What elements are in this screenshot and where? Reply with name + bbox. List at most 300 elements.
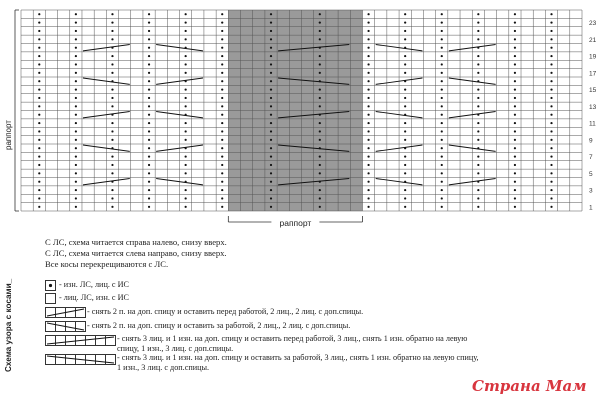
purl-dot	[148, 172, 150, 174]
purl-dot	[38, 172, 40, 174]
purl-dot	[221, 97, 223, 99]
purl-dot	[38, 55, 40, 57]
purl-dot	[550, 105, 552, 107]
purl-dot	[38, 13, 40, 15]
purl-dot	[477, 97, 479, 99]
purl-dot	[514, 114, 516, 116]
purl-dot	[148, 72, 150, 74]
purl-dot	[404, 30, 406, 32]
purl-dot	[221, 181, 223, 183]
purl-dot	[75, 155, 77, 157]
purl-dot	[221, 147, 223, 149]
purl-dot	[38, 97, 40, 99]
purl-dot	[75, 164, 77, 166]
purl-dot	[319, 88, 321, 90]
purl-dot	[148, 47, 150, 49]
purl-dot	[514, 181, 516, 183]
purl-dot	[38, 147, 40, 149]
purl-dot	[514, 139, 516, 141]
purl-dot	[367, 72, 369, 74]
purl-dot	[185, 130, 187, 132]
purl-dot	[148, 105, 150, 107]
purl-dot	[404, 38, 406, 40]
purl-dot	[441, 88, 443, 90]
purl-dot	[185, 55, 187, 57]
purl-dot	[319, 155, 321, 157]
purl-dot	[148, 181, 150, 183]
purl-dot	[477, 13, 479, 15]
purl-dot	[148, 21, 150, 23]
legend-text-cable-313-left-cont: спицу, 1 изн., 3 лиц. с доп.спицы.	[117, 344, 234, 353]
purl-dot	[441, 105, 443, 107]
purl-dot	[367, 47, 369, 49]
purl-dot	[514, 189, 516, 191]
purl-dot	[111, 172, 113, 174]
purl-dot	[441, 72, 443, 74]
empty-cell-icon	[45, 293, 57, 305]
purl-dot	[441, 197, 443, 199]
purl-dot	[441, 139, 443, 141]
pattern-title: Схема узора с косами_	[4, 278, 13, 372]
purl-dot	[477, 164, 479, 166]
purl-dot	[111, 164, 113, 166]
purl-dot	[185, 97, 187, 99]
purl-dot	[270, 155, 272, 157]
purl-dot	[270, 13, 272, 15]
purl-dot	[477, 130, 479, 132]
legend-text-cable-left: - снять 2 п. на доп. спицу и оставить перед работой, 2 лиц., 2 лиц. с доп.спицы.	[87, 307, 364, 316]
purl-dot	[75, 189, 77, 191]
purl-dot	[367, 30, 369, 32]
purl-dot	[75, 30, 77, 32]
purl-dot	[404, 130, 406, 132]
purl-dot	[270, 130, 272, 132]
purl-dot	[270, 97, 272, 99]
purl-dot	[367, 80, 369, 82]
purl-dot	[404, 197, 406, 199]
purl-dot	[185, 164, 187, 166]
purl-dot	[111, 21, 113, 23]
purl-dot	[514, 155, 516, 157]
cable-3-1-3-right-icon	[45, 354, 117, 366]
purl-dot	[270, 114, 272, 116]
purl-dot	[367, 164, 369, 166]
purl-dot	[550, 38, 552, 40]
purl-dot	[514, 30, 516, 32]
purl-dot	[441, 63, 443, 65]
purl-dot	[319, 13, 321, 15]
purl-dot	[270, 72, 272, 74]
purl-dot	[441, 13, 443, 15]
purl-dot	[38, 105, 40, 107]
purl-dot	[477, 122, 479, 124]
purl-dot	[38, 63, 40, 65]
purl-dot	[270, 197, 272, 199]
purl-dot	[404, 88, 406, 90]
purl-dot	[319, 122, 321, 124]
purl-dot	[514, 197, 516, 199]
purl-dot	[221, 114, 223, 116]
purl-dot	[38, 155, 40, 157]
purl-dot	[319, 72, 321, 74]
purl-dot	[367, 105, 369, 107]
purl-dot	[221, 80, 223, 82]
purl-dot	[185, 155, 187, 157]
legend-text-cable-313-left: - снять 3 лиц. и 1 изн. на доп. спицу и оставить перед работой, 3 лиц., снять 1 изн. обратно на левую	[117, 334, 468, 343]
cable-2-2-left-icon	[45, 307, 87, 319]
purl-dot	[75, 97, 77, 99]
purl-dot	[111, 105, 113, 107]
purl-dot	[404, 206, 406, 208]
dot-icon	[45, 280, 57, 292]
purl-dot	[75, 197, 77, 199]
purl-dot	[550, 13, 552, 15]
site-watermark: Страна Мам	[472, 377, 587, 395]
purl-dot	[185, 172, 187, 174]
purl-dot	[221, 189, 223, 191]
purl-dot	[550, 189, 552, 191]
purl-dot	[477, 155, 479, 157]
purl-dot	[148, 197, 150, 199]
purl-dot	[404, 189, 406, 191]
purl-dot	[477, 197, 479, 199]
note-line-1: С ЛС, схема читается справа налево, снизу вверх.	[45, 237, 227, 247]
purl-dot	[550, 55, 552, 57]
row-number: 15	[589, 87, 597, 95]
purl-dot	[148, 13, 150, 15]
purl-dot	[319, 189, 321, 191]
side-repeat-label: раппорт	[4, 120, 13, 150]
purl-dot	[514, 55, 516, 57]
purl-dot	[514, 80, 516, 82]
purl-dot	[514, 206, 516, 208]
purl-dot	[75, 13, 77, 15]
purl-dot	[319, 30, 321, 32]
purl-dot	[477, 63, 479, 65]
purl-dot	[221, 105, 223, 107]
purl-dot	[550, 130, 552, 132]
purl-dot	[75, 130, 77, 132]
purl-dot	[185, 88, 187, 90]
purl-dot	[514, 72, 516, 74]
purl-dot	[221, 197, 223, 199]
purl-dot	[270, 147, 272, 149]
legend-text-cable-313-right-cont: 1 изн., 3 лиц. с доп.спицы.	[117, 363, 210, 372]
purl-dot	[514, 164, 516, 166]
purl-dot	[111, 189, 113, 191]
purl-dot	[441, 38, 443, 40]
purl-dot	[111, 38, 113, 40]
purl-dot	[221, 47, 223, 49]
legend-text-cable-313-right: - снять 3 лиц. и 1 изн. на доп. спицу и оставить за работой, 3 лиц., снять 1 изн. обратно на левую спицу,	[117, 353, 479, 362]
purl-dot	[514, 21, 516, 23]
purl-dot	[38, 189, 40, 191]
purl-dot	[477, 88, 479, 90]
purl-dot	[111, 130, 113, 132]
purl-dot	[185, 72, 187, 74]
purl-dot	[38, 164, 40, 166]
purl-dot	[270, 122, 272, 124]
purl-dot	[221, 164, 223, 166]
purl-dot	[111, 88, 113, 90]
purl-dot	[404, 122, 406, 124]
purl-dot	[441, 155, 443, 157]
purl-dot	[75, 172, 77, 174]
purl-dot	[148, 63, 150, 65]
purl-dot	[319, 206, 321, 208]
purl-dot	[441, 55, 443, 57]
purl-dot	[514, 130, 516, 132]
purl-dot	[477, 72, 479, 74]
purl-dot	[185, 189, 187, 191]
purl-dot	[75, 72, 77, 74]
purl-dot	[148, 155, 150, 157]
row-number: 9	[589, 137, 593, 145]
purl-dot	[404, 139, 406, 141]
purl-dot	[367, 21, 369, 23]
purl-dot	[477, 21, 479, 23]
purl-dot	[75, 114, 77, 116]
purl-dot	[367, 147, 369, 149]
purl-dot	[319, 63, 321, 65]
purl-dot	[38, 181, 40, 183]
purl-dot	[319, 172, 321, 174]
purl-dot	[111, 55, 113, 57]
row-number: 7	[589, 154, 593, 162]
purl-dot	[514, 172, 516, 174]
purl-dot	[148, 30, 150, 32]
purl-dot	[221, 55, 223, 57]
purl-dot	[441, 122, 443, 124]
purl-dot	[319, 38, 321, 40]
purl-dot	[221, 30, 223, 32]
purl-dot	[477, 206, 479, 208]
row-number: 5	[589, 170, 593, 178]
purl-dot	[550, 155, 552, 157]
purl-dot	[148, 130, 150, 132]
purl-dot	[148, 147, 150, 149]
purl-dot	[404, 155, 406, 157]
purl-dot	[477, 55, 479, 57]
purl-dot	[404, 72, 406, 74]
purl-dot	[148, 38, 150, 40]
purl-dot	[477, 139, 479, 141]
purl-dot	[367, 181, 369, 183]
purl-dot	[367, 172, 369, 174]
row-number: 19	[589, 53, 597, 61]
purl-dot	[550, 206, 552, 208]
purl-dot	[319, 197, 321, 199]
purl-dot	[270, 172, 272, 174]
purl-dot	[514, 63, 516, 65]
purl-dot	[111, 122, 113, 124]
cable-2-2-right-icon	[45, 321, 87, 333]
purl-dot	[38, 30, 40, 32]
purl-dot	[185, 197, 187, 199]
bottom-repeat-label: раппорт	[279, 218, 312, 228]
purl-dot	[270, 55, 272, 57]
purl-dot	[404, 13, 406, 15]
purl-dot	[221, 206, 223, 208]
purl-dot	[148, 97, 150, 99]
purl-dot	[270, 47, 272, 49]
purl-dot	[221, 21, 223, 23]
purl-dot	[148, 139, 150, 141]
purl-dot	[367, 38, 369, 40]
purl-dot	[404, 164, 406, 166]
purl-dot	[270, 63, 272, 65]
purl-dot	[514, 122, 516, 124]
row-number: 21	[589, 36, 597, 44]
purl-dot	[38, 139, 40, 141]
purl-dot	[75, 47, 77, 49]
purl-dot	[38, 88, 40, 90]
purl-dot	[221, 88, 223, 90]
purl-dot	[367, 13, 369, 15]
purl-dot	[185, 21, 187, 23]
purl-dot	[111, 13, 113, 15]
purl-dot	[185, 13, 187, 15]
purl-dot	[221, 122, 223, 124]
purl-dot	[75, 147, 77, 149]
purl-dot	[221, 172, 223, 174]
purl-dot	[38, 21, 40, 23]
purl-dot	[550, 72, 552, 74]
purl-dot	[38, 38, 40, 40]
purl-dot	[441, 114, 443, 116]
purl-dot	[111, 206, 113, 208]
purl-dot	[477, 189, 479, 191]
purl-dot	[514, 38, 516, 40]
note-line-3: Все косы перекрещиваются с ЛС.	[45, 259, 169, 269]
purl-dot	[319, 105, 321, 107]
purl-dot	[148, 206, 150, 208]
purl-dot	[270, 164, 272, 166]
purl-dot	[185, 63, 187, 65]
cable-3-1-3-left-icon	[45, 335, 117, 347]
purl-dot	[270, 38, 272, 40]
purl-dot	[221, 63, 223, 65]
purl-dot	[367, 97, 369, 99]
purl-dot	[367, 88, 369, 90]
purl-dot	[111, 63, 113, 65]
purl-dot	[148, 80, 150, 82]
purl-dot	[185, 38, 187, 40]
purl-dot	[75, 55, 77, 57]
row-number: 13	[589, 103, 597, 111]
purl-dot	[514, 147, 516, 149]
row-number: 3	[589, 187, 593, 195]
purl-dot	[75, 63, 77, 65]
legend-text-knit: - лиц. ЛС, изн. с ИС	[59, 293, 129, 302]
purl-dot	[270, 105, 272, 107]
purl-dot	[367, 197, 369, 199]
row-number: 11	[589, 120, 596, 128]
purl-dot	[38, 80, 40, 82]
purl-dot	[514, 13, 516, 15]
purl-dot	[404, 172, 406, 174]
purl-dot	[367, 155, 369, 157]
purl-dot	[111, 30, 113, 32]
purl-dot	[441, 181, 443, 183]
purl-dot	[441, 30, 443, 32]
note-line-2: С ЛС, схема читается слева направо, снизу вверх.	[45, 248, 227, 258]
purl-dot	[185, 30, 187, 32]
purl-dot	[75, 38, 77, 40]
purl-dot	[550, 97, 552, 99]
purl-dot	[441, 206, 443, 208]
purl-dot	[38, 72, 40, 74]
purl-dot	[111, 155, 113, 157]
purl-dot	[319, 97, 321, 99]
purl-dot	[38, 206, 40, 208]
legend-text-cable-right: - снять 2 п. на доп. спицу и оставить за работой, 2 лиц., 2 лиц. с доп.спицы.	[87, 321, 351, 330]
purl-dot	[550, 164, 552, 166]
purl-dot	[550, 88, 552, 90]
purl-dot	[550, 47, 552, 49]
purl-dot	[319, 164, 321, 166]
purl-dot	[550, 21, 552, 23]
purl-dot	[477, 105, 479, 107]
purl-dot	[38, 114, 40, 116]
purl-dot	[111, 139, 113, 141]
purl-dot	[367, 122, 369, 124]
purl-dot	[75, 21, 77, 23]
purl-dot	[270, 80, 272, 82]
purl-dot	[319, 139, 321, 141]
purl-dot	[550, 30, 552, 32]
purl-dot	[75, 105, 77, 107]
purl-dot	[148, 189, 150, 191]
purl-dot	[270, 181, 272, 183]
row-number: 1	[589, 204, 593, 212]
purl-dot	[550, 181, 552, 183]
purl-dot	[38, 122, 40, 124]
purl-dot	[367, 130, 369, 132]
purl-dot	[441, 130, 443, 132]
purl-dot	[550, 172, 552, 174]
purl-dot	[270, 21, 272, 23]
purl-dot	[319, 21, 321, 23]
purl-dot	[477, 172, 479, 174]
purl-dot	[514, 88, 516, 90]
purl-dot	[270, 88, 272, 90]
purl-dot	[367, 206, 369, 208]
purl-dot	[404, 97, 406, 99]
purl-dot	[550, 147, 552, 149]
purl-dot	[441, 189, 443, 191]
purl-dot	[367, 63, 369, 65]
purl-dot	[148, 164, 150, 166]
purl-dot	[221, 139, 223, 141]
row-number: 23	[589, 20, 597, 28]
purl-dot	[38, 130, 40, 132]
purl-dot	[477, 38, 479, 40]
purl-dot	[75, 181, 77, 183]
purl-dot	[441, 164, 443, 166]
purl-dot	[221, 13, 223, 15]
purl-dot	[514, 105, 516, 107]
purl-dot	[367, 139, 369, 141]
legend-text-purl: - изн. ЛС, лиц. с ИС	[59, 280, 129, 289]
purl-dot	[319, 55, 321, 57]
purl-dot	[75, 80, 77, 82]
purl-dot	[221, 155, 223, 157]
purl-dot	[404, 21, 406, 23]
purl-dot	[550, 122, 552, 124]
purl-dot	[270, 206, 272, 208]
purl-dot	[367, 55, 369, 57]
